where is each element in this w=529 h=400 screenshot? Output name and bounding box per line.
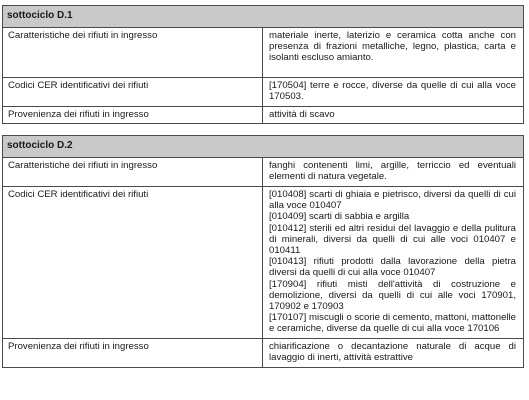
cer-code-entry: [010412] sterili ed altri residui del lavaggio e della pulitura di minerali, diversi da quelli di cui alle voci 010407 e 010411 (269, 222, 517, 257)
cer-code-entry: [170904] rifiuti misti dell'attività di costruzione e demolizione, diversi da quelli di cui alle voci 170901, 170902 e 170903 (269, 278, 517, 313)
section-d1-table (2, 5, 524, 124)
section-title: sottociclo D.1 (3, 6, 524, 28)
table-row (3, 158, 524, 187)
row-label: Codici CER identificativi dei rifiuti (3, 78, 263, 107)
table-row (3, 107, 524, 124)
table-row (3, 78, 524, 107)
table-row (3, 28, 524, 78)
row-value: fanghi contenenti limi, argille, terriccio ed eventuali elementi di natura vegetale. (263, 158, 524, 187)
table-row (3, 187, 524, 339)
row-label: Caratteristiche dei rifiuti in ingresso (3, 28, 263, 78)
row-label: Provenienza dei rifiuti in ingresso (3, 338, 263, 367)
cer-code-entry: [010408] scarti di ghiaia e pietrisco, diversi da quelli di cui alla voce 010407 (269, 189, 517, 212)
row-label: Codici CER identificativi dei rifiuti (3, 187, 263, 339)
row-value: attività di scavo (263, 107, 524, 124)
section-d2-table (2, 135, 524, 368)
cer-code-entry: [010413] rifiuti prodotti dalla lavorazione della pietra diversi da quelli di cui alla voce 010407 (269, 256, 517, 279)
section-title: sottociclo D.2 (3, 136, 524, 158)
cer-code-entry: [010409] scarti di sabbia e argilla (269, 211, 410, 223)
table-row (3, 338, 524, 367)
row-label: Provenienza dei rifiuti in ingresso (3, 107, 263, 124)
row-label: Caratteristiche dei rifiuti in ingresso (3, 158, 263, 187)
row-value: [170504] terre e rocce, diverse da quelle di cui alla voce 170503. (263, 78, 524, 107)
cer-codes-list (263, 187, 524, 339)
row-value: materiale inerte, laterizio e ceramica cotta anche con presenza di frazioni metalliche, legno, plastica, carta e isolanti escluso amianto. (263, 28, 524, 78)
row-value: chiarificazione o decantazione naturale di acque di lavaggio di inerti, attività estrattive (263, 338, 524, 367)
cer-code-entry: [170107] miscugli o scorie di cemento, mattoni, mattonelle e ceramiche, diverse da quelle di cui alla voce 170106 (269, 312, 517, 335)
